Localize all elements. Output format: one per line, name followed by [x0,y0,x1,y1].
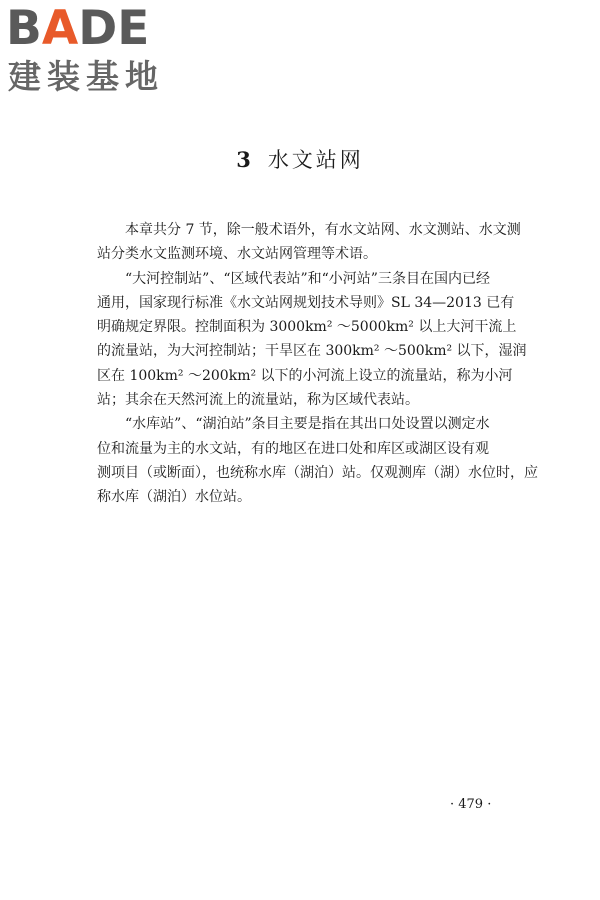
paragraph-3-line-3: 测项目（或断面），也统称水库（湖泊）站。仅观测库（湖）水位时，应 [97,464,538,481]
chapter-heading [0,146,600,174]
paragraph-2-line-3: 明确规定界限。控制面积为 3000km² ～5000km² 以上大河干流上 [97,319,517,336]
paragraph-2-line-2: 通用，国家现行标准《水文站网规划技术导则》SL 34—2013 已有 [97,294,515,311]
logo-wordmark [6,1,150,56]
paragraph-1-line-1: 本章共分 7 节，除一般术语外，有水文站网、水文测站、水文测 [125,222,521,238]
logo-letter-a-accent: A [41,1,79,56]
chapter-number: 3 [236,147,254,172]
logo-letters-de: DE [78,1,150,56]
paragraph-2-line-4: 的流量站，为大河控制站；干旱区在 300km² ～500km² 以下，湿润 [97,343,527,360]
page-number: · 479 · [450,797,492,812]
paragraph-3-line-1: “水库站”、“湖泊站”条目主要是指在其出口处设置以测定水 [125,416,490,433]
logo-letter-b: B [6,1,42,56]
logo-tagline: 建装基地 [8,57,164,96]
paragraph-2-line-6: 站；其余在天然河流上的流量站，称为区域代表站。 [97,392,419,409]
chapter-title: 水文站网 [267,148,364,172]
bade-logo [6,1,176,96]
paragraph-2-line-5: 区在 100km² ～200km² 以下的小河流上设立的流量站，称为小河 [97,367,513,384]
paragraph-3-line-4: 称水库（湖泊）水位站。 [97,489,251,506]
chapter-body [97,218,538,510]
paragraph-2-line-1: “大河控制站”、“区域代表站”和“小河站”三条目在国内已经 [125,270,490,287]
paragraph-3-line-2: 位和流量为主的水文站，有的地区在进口处和库区或湖区设有观 [97,440,489,457]
paragraph-1-line-2: 站分类水文监测环境、水文站网管理等术语。 [97,246,377,263]
